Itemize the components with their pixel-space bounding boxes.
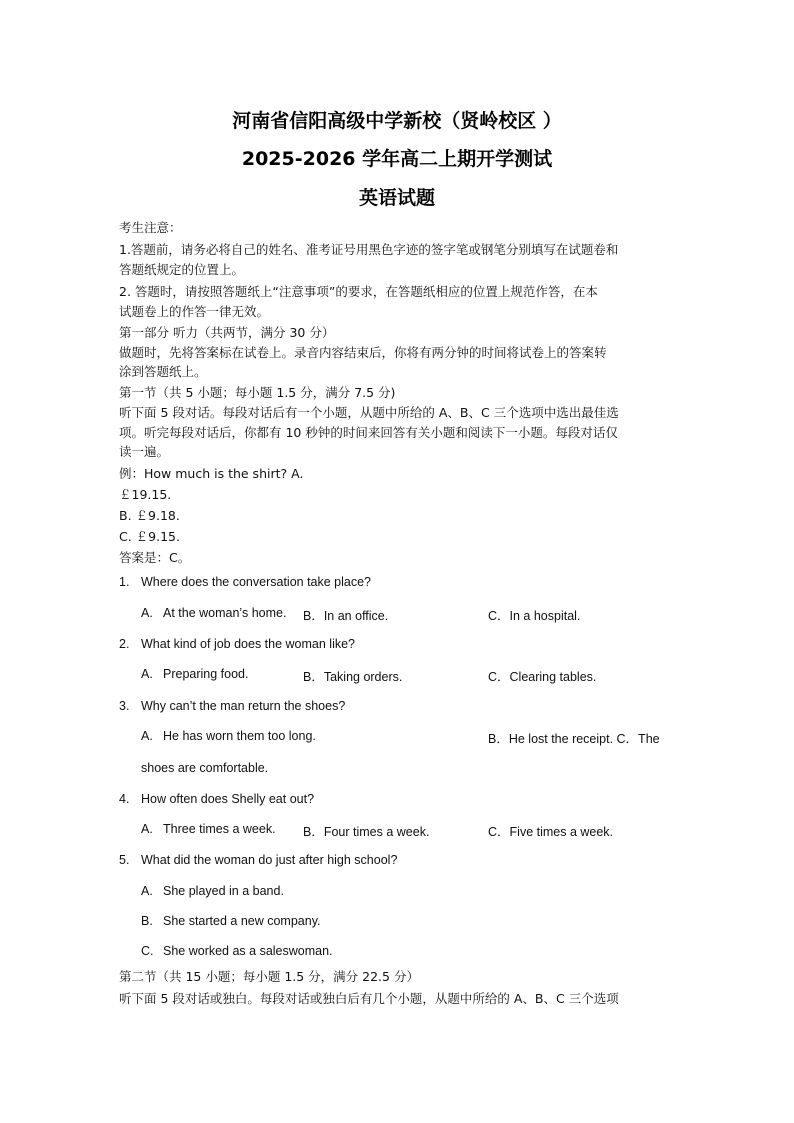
question-number: 1. bbox=[119, 575, 130, 589]
q5-option-c: C. She worked as a saleswoman. bbox=[141, 944, 333, 958]
example-option-b: B. ￡9.18. bbox=[119, 508, 180, 523]
q5-option-b: B. She started a new company. bbox=[141, 914, 321, 928]
q3-option-c-cont: shoes are comfortable. bbox=[141, 761, 269, 775]
notice-item-2: 2. 答题时，请按照答题纸上“注意事项”的要求，在答题纸相应的位置上规范作答，在本 bbox=[119, 284, 598, 299]
question-4 bbox=[119, 792, 314, 806]
school-title: 河南省信阳高级中学新校（贤岭校区 ） bbox=[232, 110, 562, 132]
q4-option-c: C．Five times a week. bbox=[488, 825, 614, 839]
notice-item-1: 1.答题前，请务必将自己的姓名、准考证号用黑色字迹的签字笔或钢笔分别填写在试题卷和 bbox=[119, 242, 619, 257]
question-text: Where does the conversation take place? bbox=[141, 575, 371, 589]
part1-instruction-cont: 涂到答题纸上。 bbox=[119, 364, 207, 379]
q4-option-b: B．Four times a week. bbox=[303, 825, 430, 839]
question-number: 5. bbox=[119, 853, 130, 867]
example-option-c: C. ￡9.15. bbox=[119, 529, 180, 544]
question-text: What did the woman do just after high school? bbox=[141, 853, 398, 867]
example-question: 例：How much is the shirt? A. bbox=[119, 466, 304, 481]
question-3 bbox=[119, 699, 345, 713]
exam-title: 2025-2026 学年高二上期开学测试 bbox=[241, 148, 553, 170]
question-number: 2. bbox=[119, 637, 130, 651]
q3-option-b-c: B．He lost the receipt. C．The bbox=[488, 732, 660, 746]
q1-option-c: C．In a hospital. bbox=[488, 609, 581, 623]
question-1 bbox=[119, 575, 371, 589]
notice-item-2-cont: 试题卷上的作答一律无效。 bbox=[119, 304, 270, 319]
part1-heading: 第一部分 听力（共两节，满分 30 分） bbox=[119, 325, 335, 340]
q3-option-a: A. He has worn them too long. bbox=[141, 729, 316, 743]
section1-heading: 第一节（共 5 小题；每小题 1.5 分，满分 7.5 分) bbox=[119, 385, 396, 400]
q2-option-b: B．Taking orders. bbox=[303, 670, 403, 684]
section2-heading: 第二节（共 15 小题；每小题 1.5 分，满分 22.5 分） bbox=[119, 969, 419, 984]
question-number: 4. bbox=[119, 792, 130, 806]
q2-option-c: C．Clearing tables. bbox=[488, 670, 597, 684]
question-text: Why can’t the man return the shoes? bbox=[141, 699, 346, 713]
part1-instruction: 做题时，先将答案标在试卷上。录音内容结束后，你将有两分钟的时间将试卷上的答案转 bbox=[119, 345, 607, 360]
notice-item-1-cont: 答题纸规定的位置上。 bbox=[119, 262, 245, 277]
question-text: What kind of job does the woman like? bbox=[141, 637, 356, 651]
subject-title: 英语试题 bbox=[358, 187, 435, 209]
q2-option-a: A. Preparing food. bbox=[141, 667, 249, 681]
example-option-a: ￡19.15. bbox=[119, 487, 172, 502]
example-answer: 答案是：C。 bbox=[119, 550, 191, 565]
q1-option-b: B．In an office. bbox=[303, 609, 389, 623]
question-2 bbox=[119, 637, 355, 651]
question-number: 3. bbox=[119, 699, 130, 713]
q5-option-a: A. She played in a band. bbox=[141, 884, 284, 898]
q4-option-a: A. Three times a week. bbox=[141, 822, 276, 836]
question-text: How often does Shelly eat out? bbox=[141, 792, 315, 806]
section1-instruction-2: 项。听完每段对话后，你都有 10 秒钟的时间来回答有关小题和阅读下一小题。每段对话仅 bbox=[119, 425, 618, 440]
section2-instruction: 听下面 5 段对话或独白。每段对话或独白后有几个小题，从题中所给的 A、B、C 三个选项 bbox=[119, 991, 619, 1006]
section1-instruction: 听下面 5 段对话。每段对话后有一个小题，从题中所给的 A、B、C 三个选项中选出最佳选 bbox=[119, 405, 619, 420]
notice-title: 考生注意： bbox=[119, 220, 182, 235]
section1-instruction-3: 读一遍。 bbox=[119, 444, 170, 459]
question-5 bbox=[119, 853, 397, 867]
q1-option-a: A. At the woman’s home. bbox=[141, 606, 287, 620]
